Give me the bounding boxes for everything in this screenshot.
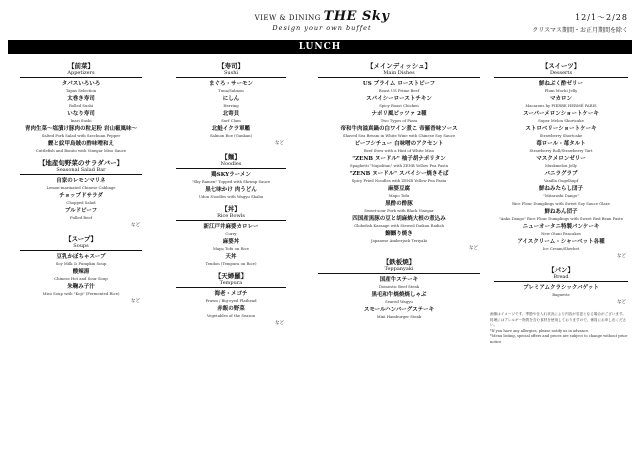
menu-item xyxy=(314,126,484,138)
menu-item-name-en: Globefish Karaage with Stewed Daikon Radish xyxy=(354,223,444,228)
lunch-title-bar: LUNCH xyxy=(8,40,632,54)
etc-label: など xyxy=(131,223,140,228)
menu-section xyxy=(16,235,146,305)
menu-item-name-jp: 黒酢の酢豚 xyxy=(385,201,413,207)
menu-item xyxy=(16,126,146,138)
footnotes xyxy=(490,312,632,345)
menu-item-name-jp: ビーフシチュー 白味噌のアクセント xyxy=(354,141,444,147)
menu-item xyxy=(16,208,146,220)
section-subtitle: Seasonal Salad Bar xyxy=(56,167,106,173)
menu-item-name-en: Beef Stew with a Hint of White Miso xyxy=(363,148,435,153)
menu-item-name-en: Tuna/Salmon xyxy=(218,88,244,93)
menu-item-name-en: Miso Soup with "Koji" (Fermented Rice) xyxy=(42,291,120,296)
etc-label: など xyxy=(275,141,284,146)
section-divider xyxy=(176,168,286,169)
menu-item-name-en: Tendon (Tempura on Rice) xyxy=(205,261,257,266)
brand-tagline: Design your own buffet xyxy=(272,24,372,32)
section-title: 【麺】 xyxy=(221,153,241,161)
section-divider xyxy=(176,77,286,78)
menu-item-name-jp: プルドビーフ xyxy=(64,208,98,214)
menu-item-name-jp: 帝和牛肉溢真鍋の白ワイン煮こ 帝羅香味ソース xyxy=(340,126,458,132)
menu-item xyxy=(172,172,290,184)
menu-item xyxy=(490,81,632,93)
menu-item xyxy=(314,186,484,198)
menu-item-name-jp: 国産牛ステーキ xyxy=(379,277,419,283)
section-subtitle: Main Dishes xyxy=(383,70,415,76)
etc-label: など xyxy=(131,299,140,304)
menu-item xyxy=(314,96,484,108)
menu-section xyxy=(16,159,146,229)
menu-item xyxy=(16,96,146,108)
menu-item-name-jp: 北鮭イクラ軍艦 xyxy=(211,126,251,132)
menu-item-name-en: Spaghetti "Napolitan" with ZENB Yellow Pea Pasta xyxy=(349,163,448,168)
menu-item-name-en: Curry xyxy=(225,231,237,236)
menu-item-name-jp: 鰯鰯り焼き xyxy=(385,231,413,237)
menu-item xyxy=(490,96,632,108)
menu-section xyxy=(172,153,290,199)
menu-item xyxy=(172,239,290,251)
menu-item-name-en: Chinese Hot and Sour Soup xyxy=(54,276,108,281)
section-divider xyxy=(494,281,628,282)
header xyxy=(0,0,640,40)
section-subtitle: Sushi xyxy=(223,70,239,76)
menu-column-3 xyxy=(314,62,484,325)
menu-item xyxy=(490,156,632,168)
section-divider xyxy=(176,220,286,221)
menu-item xyxy=(16,111,146,123)
menu-item xyxy=(490,186,632,198)
menu-item-name-jp: 四国産黒豚の豆と胡麻焼大根の煮込み xyxy=(352,216,446,222)
menu-item xyxy=(172,187,290,199)
menu-item xyxy=(490,285,632,297)
menu-section xyxy=(16,62,146,153)
menu-item-name-jp: "ZENB ヌードル" 柚子胡ナポリタン xyxy=(352,156,446,162)
menu-item xyxy=(490,201,632,206)
menu-item xyxy=(314,277,484,289)
menu-item-name-en: Spicy Roast Chicken xyxy=(379,103,419,108)
menu-item-name-en: New Otani Pancakes xyxy=(541,231,581,236)
period-note: クリスマス期間・お正月期間を除く xyxy=(532,27,628,34)
etc-label: など xyxy=(469,246,478,251)
section-title: 【鉄板焼】 xyxy=(382,258,416,266)
menu-item-name-jp: 天丼 xyxy=(225,254,237,260)
section-title: 【地産旬野菜のサラダバー】 xyxy=(38,159,124,167)
menu-item xyxy=(16,141,146,153)
menu-item xyxy=(172,96,290,108)
menu-item-name-jp: "ZENB ヌードル" スパイシー焼きそば xyxy=(349,171,449,177)
menu-item-name-en: Rolled Sushi xyxy=(68,103,94,108)
section-subtitle: Desserts xyxy=(549,70,573,76)
menu-item-name-jp: 赤飯の野菜 xyxy=(217,306,245,312)
section-subtitle: Soups xyxy=(73,243,89,249)
menu-item xyxy=(490,171,632,183)
menu-item xyxy=(490,111,632,123)
menu-item-name-en: Udon Noodles with Wagyu Shabu xyxy=(198,194,264,199)
footnote: *If you have any allergies, please notify us in advance. xyxy=(490,328,590,333)
menu-item-name-jp: 新江戸井麻婆カロレー xyxy=(203,224,259,230)
menu-item-name-en: Mapo Tofu on Rice xyxy=(212,246,250,251)
menu-item-name-en: Soy Milk & Pumpkin Soup xyxy=(55,261,107,266)
menu-item-name-en: Tapas Selection xyxy=(65,88,97,93)
menu-item xyxy=(314,141,484,153)
menu-item-name-jp: マスクメロンゼリー xyxy=(536,156,586,162)
section-divider xyxy=(318,77,480,78)
section-divider xyxy=(318,273,480,274)
menu-item-name-en: "Sky Ramen" Topped with Shrimp Sauce xyxy=(191,179,271,184)
section-title: 【スープ】 xyxy=(65,235,97,243)
menu-item-name-en: Mini Hamburger Steak xyxy=(376,314,422,319)
section-divider xyxy=(176,287,286,288)
menu-item-name-en: Cuttlefish and Bonito with Vinegar Miso Sauce xyxy=(35,148,127,153)
section-divider xyxy=(20,77,142,78)
brand-line1: VIEW & DINING xyxy=(254,14,321,22)
menu-item-name-en: Ice Cream/Sherbet xyxy=(542,246,580,251)
menu-item-name-en: Spicy Fried Noodles with ZENB Yellow Pea Pasta xyxy=(351,178,447,183)
menu-item xyxy=(314,111,484,123)
menu-item xyxy=(314,292,484,304)
menu-item-name-en: "Anko Dango" Rice Flour Dumplings with Sweet Red Bean Paste xyxy=(498,216,624,221)
menu-item xyxy=(16,81,146,93)
menu-item xyxy=(314,81,484,93)
menu-section xyxy=(172,62,290,147)
menu-item xyxy=(16,284,146,296)
menu-item-name-jp: にしん xyxy=(222,96,240,102)
menu-item-name-jp: スパイシーローストチキン xyxy=(366,96,432,102)
menu-item-name-jp: タパスいろいろ xyxy=(61,81,101,87)
menu-item xyxy=(16,193,146,205)
section-subtitle: Noodles xyxy=(220,161,242,167)
menu-item xyxy=(314,216,484,228)
menu-item-name-jp: 鮮ねぶく酢ゼリー xyxy=(538,81,583,87)
menu-item-name-en: "Mitarashi Dango" xyxy=(543,193,579,198)
menu-item xyxy=(172,224,290,236)
menu-item xyxy=(314,201,484,213)
menu-item-name-jp: US プライム ローストビーフ xyxy=(362,81,436,87)
menu-item-name-en: Chopped Salad xyxy=(66,200,96,205)
menu-item xyxy=(314,231,484,243)
footnote: 料理にはアレルギー物質を含む食材を使用しておりますので、係員にお申し出ください。 xyxy=(490,317,627,327)
menu-column-4 xyxy=(490,62,632,345)
menu-section xyxy=(490,62,632,260)
menu-item-name-en: Vanilla Gugelhupf xyxy=(543,178,579,183)
menu-item-name-jp: 酸辣湯 xyxy=(72,269,90,275)
footnote: *Menu listing, special offers and prices are subject to change without prior notice. xyxy=(490,334,628,344)
menu-item-name-en: Baguette xyxy=(552,292,570,297)
menu-item-name-jp: チョップドサラダ xyxy=(59,193,103,199)
menu-item xyxy=(490,126,632,138)
menu-item xyxy=(172,306,290,318)
menu-item-name-en: Strawberry Shortcake xyxy=(539,133,583,138)
menu-section xyxy=(172,205,290,266)
section-subtitle: Teppanyaki xyxy=(384,266,414,272)
menu-item-name-jp: 鶏SKYラーメン xyxy=(211,172,251,178)
menu-item-name-en: Two Types of Pizza xyxy=(380,118,418,123)
section-title: 【前菜】 xyxy=(68,62,94,70)
section-subtitle: Tempura xyxy=(219,280,243,286)
menu-item-name-jp: バニラグラブ xyxy=(544,171,578,177)
menu-item-name-jp: プレミアムクラシックバゲット xyxy=(523,285,599,291)
menu-section xyxy=(490,266,632,306)
menu-item-name-en: Inari Sushi xyxy=(70,118,92,123)
menu-item-name-jp: ストロベリーショートケーキ xyxy=(525,126,597,132)
menu-item-name-jp: マカロン xyxy=(549,96,572,102)
etc-label: など xyxy=(617,254,626,259)
menu-item-name-jp: 苺ロール・苺タルト xyxy=(536,141,586,147)
menu-item-name-en: Prawn / Big-eyed Flathead xyxy=(205,298,257,303)
menu-item-name-jp: 海老・メゴチ xyxy=(214,291,248,297)
menu-item xyxy=(16,254,146,266)
menu-item-name-en: Seared Wagyu xyxy=(385,299,413,304)
brand-sky: THE Sky xyxy=(323,9,390,24)
menu-item xyxy=(172,291,290,303)
section-title: 【スイーツ】 xyxy=(541,62,581,70)
menu-item xyxy=(172,254,290,266)
menu-item xyxy=(314,171,484,183)
menu-item-name-en: Japanese Amberjack Teriyaki xyxy=(371,238,427,243)
period-info xyxy=(532,12,628,34)
menu-item-name-en: Salted Pork Salad with Szechuan Pepper xyxy=(41,133,121,138)
menu-column-2 xyxy=(172,62,290,333)
menu-item-name-en: Domestic Beef Steak xyxy=(378,284,420,289)
menu-item-name-en: Roast US Prime Beef xyxy=(378,88,420,93)
menu-item-name-en: Salmon Roe (Gunkan) xyxy=(209,133,253,138)
section-divider xyxy=(20,250,142,251)
menu-item-name-en: Sweet-sour Pork with Black Vinegar xyxy=(364,208,434,213)
section-subtitle: Rice Bowls xyxy=(217,213,245,219)
menu-item-name-jp: 黒毛和牛焼焼焼しゃぶ xyxy=(371,292,427,298)
menu-item xyxy=(16,178,146,190)
menu-item-name-jp: 鰹と紋甲烏賊の酢味噌和え xyxy=(47,141,114,147)
menu-item xyxy=(314,156,484,168)
menu-item-name-en: Super Melon Shortcake xyxy=(538,118,584,123)
menu-item-name-en: Surf Clam xyxy=(221,118,241,123)
menu-item-name-en: Pulled Beef xyxy=(69,215,92,220)
menu-item xyxy=(490,224,632,236)
section-title: 【寿司】 xyxy=(218,62,244,70)
menu-item-name-jp: 自家のレモンマリネ xyxy=(56,178,106,184)
menu-item xyxy=(490,239,632,251)
section-subtitle: Appetizers xyxy=(67,70,95,76)
menu-item xyxy=(490,141,632,153)
section-divider xyxy=(20,174,142,175)
menu-item-name-en: Herring xyxy=(223,103,239,108)
section-title: 【パン】 xyxy=(548,266,574,274)
menu-item xyxy=(16,269,146,281)
menu-item xyxy=(172,111,290,123)
menu-item-name-en: Strawberry Roll/Strawberry Tart xyxy=(529,148,593,153)
menu-item-name-jp: ニューオータニ特製パンケーキ xyxy=(522,224,600,230)
menu-item-name-jp: 青肉生菜～塩漬け豚肉の粒足粉 岩山椒風味～ xyxy=(25,126,137,132)
etc-label: など xyxy=(617,300,626,305)
menu-item-name-jp: 麻婆丼 xyxy=(222,239,240,245)
menu-item xyxy=(490,209,632,221)
menu-item-name-jp: アイスクリーム・シャーベット各種 xyxy=(517,239,605,245)
menu-item-name-jp: ナポリ風ピッツァ 2種 xyxy=(371,111,427,117)
menu-column-1 xyxy=(16,62,146,311)
menu-item xyxy=(314,307,484,319)
menu-item-name-jp: 北寄貝 xyxy=(222,111,240,117)
menu-item-name-jp: 黒七味かけ 肉うどん xyxy=(205,187,257,193)
menu-item-name-jp: 鮮ねみたらし団子 xyxy=(538,186,583,192)
menu-item-name-en: Mapo Tofu xyxy=(388,193,410,198)
menu-item-name-en: Macarons by PIERRE HERMÉ PARIS xyxy=(525,103,597,108)
section-title: 【メインディッシュ】 xyxy=(366,62,432,70)
menu-section xyxy=(172,272,290,327)
menu-item-name-en: Rice Flour Dumplings with Sweet Soy Sauce Glaze xyxy=(512,201,610,206)
menu-item-name-jp: まぐろ・サーモン xyxy=(208,81,253,87)
menu-item-name-en: Vegetables of the Season xyxy=(206,313,256,318)
menu-section xyxy=(314,62,484,252)
section-divider xyxy=(494,77,628,78)
menu-item-name-jp: 太巻き寿司 xyxy=(67,96,95,102)
menu-item-name-jp: スモールハンバーグステーキ xyxy=(363,307,435,313)
section-title: 【丼】 xyxy=(221,205,241,213)
menu-item-name-en: Shaved Sea Bream in White Wine with Chinese Soy Sauce xyxy=(342,133,456,138)
menu-item xyxy=(172,126,290,138)
menu-item-name-jp: 鮮ねあん団子 xyxy=(544,209,578,215)
section-subtitle: Bread xyxy=(553,274,569,280)
footnote: 画像はイメージです。季節や仕入れ状況により内容が変更となる場合がございます。 xyxy=(490,312,626,316)
period-dates: 12/1～2/28 xyxy=(575,13,628,22)
menu-section xyxy=(314,258,484,319)
restaurant-logo xyxy=(232,9,412,32)
menu-item-name-jp: 豆乳かぼちゃスープ xyxy=(56,254,106,260)
menu-item-name-en: Lemon-marinated Chinese Cabbage xyxy=(46,185,116,190)
menu-item-name-jp: いなり寿司 xyxy=(67,111,95,117)
menu-item xyxy=(172,81,290,93)
menu-item-name-jp: 麻婆豆腐 xyxy=(387,186,410,192)
menu-item-name-jp: 朱鞠み子汁 xyxy=(67,284,95,290)
menu-item-name-en: Muskmelon Jelly xyxy=(545,163,577,168)
menu-item-name-en: Plum Mochi Jelly xyxy=(544,88,578,93)
section-title: 【天婦羅】 xyxy=(214,272,248,280)
menu-item-name-jp: スーパーメロンショートケーキ xyxy=(523,111,599,117)
etc-label: など xyxy=(275,321,284,326)
